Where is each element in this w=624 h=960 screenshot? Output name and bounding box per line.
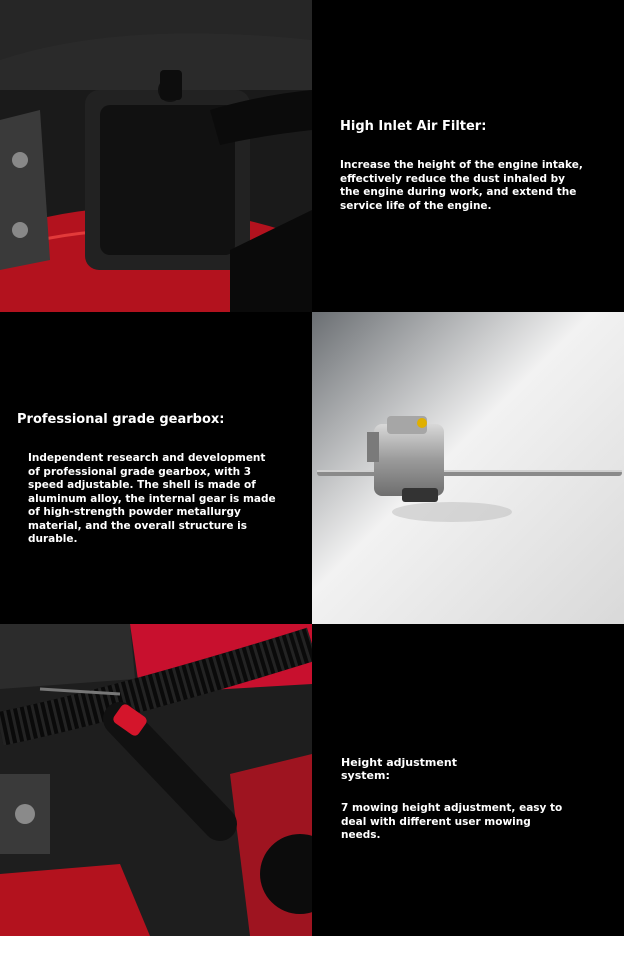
air-filter-title: High Inlet Air Filter: [340, 119, 487, 134]
air-filter-description: Increase the height of the engine intake, effectively reduce the dust inhaled by the engine during work, and extend the service life of the engine. [340, 159, 583, 212]
gearbox-title: Professional grade gearbox: [17, 412, 225, 427]
height-adjust-description: 7 mowing height adjustment, easy to deal with different user mowing needs. [341, 802, 563, 841]
gearbox-description: Independent research and development of professional grade gearbox, with 3 speed adjustable. The shell is made of aluminum alloy, the internal gear is made of high-strength powder metallurgy material, and the overall structure is durable. [28, 452, 276, 545]
feature-height-adjustment [0, 624, 624, 936]
height-adjust-text-panel [312, 624, 624, 936]
engine-air-filter-photo [0, 0, 312, 312]
bottom-margin [0, 936, 624, 960]
gearbox-text-panel [0, 312, 312, 624]
air-filter-text-panel [312, 0, 624, 312]
height-adjust-lever-photo [0, 624, 312, 936]
feature-air-filter [0, 0, 624, 312]
feature-gearbox [0, 312, 624, 624]
gearbox-photo [312, 312, 624, 624]
height-adjust-title: Height adjustment system: [341, 756, 457, 782]
